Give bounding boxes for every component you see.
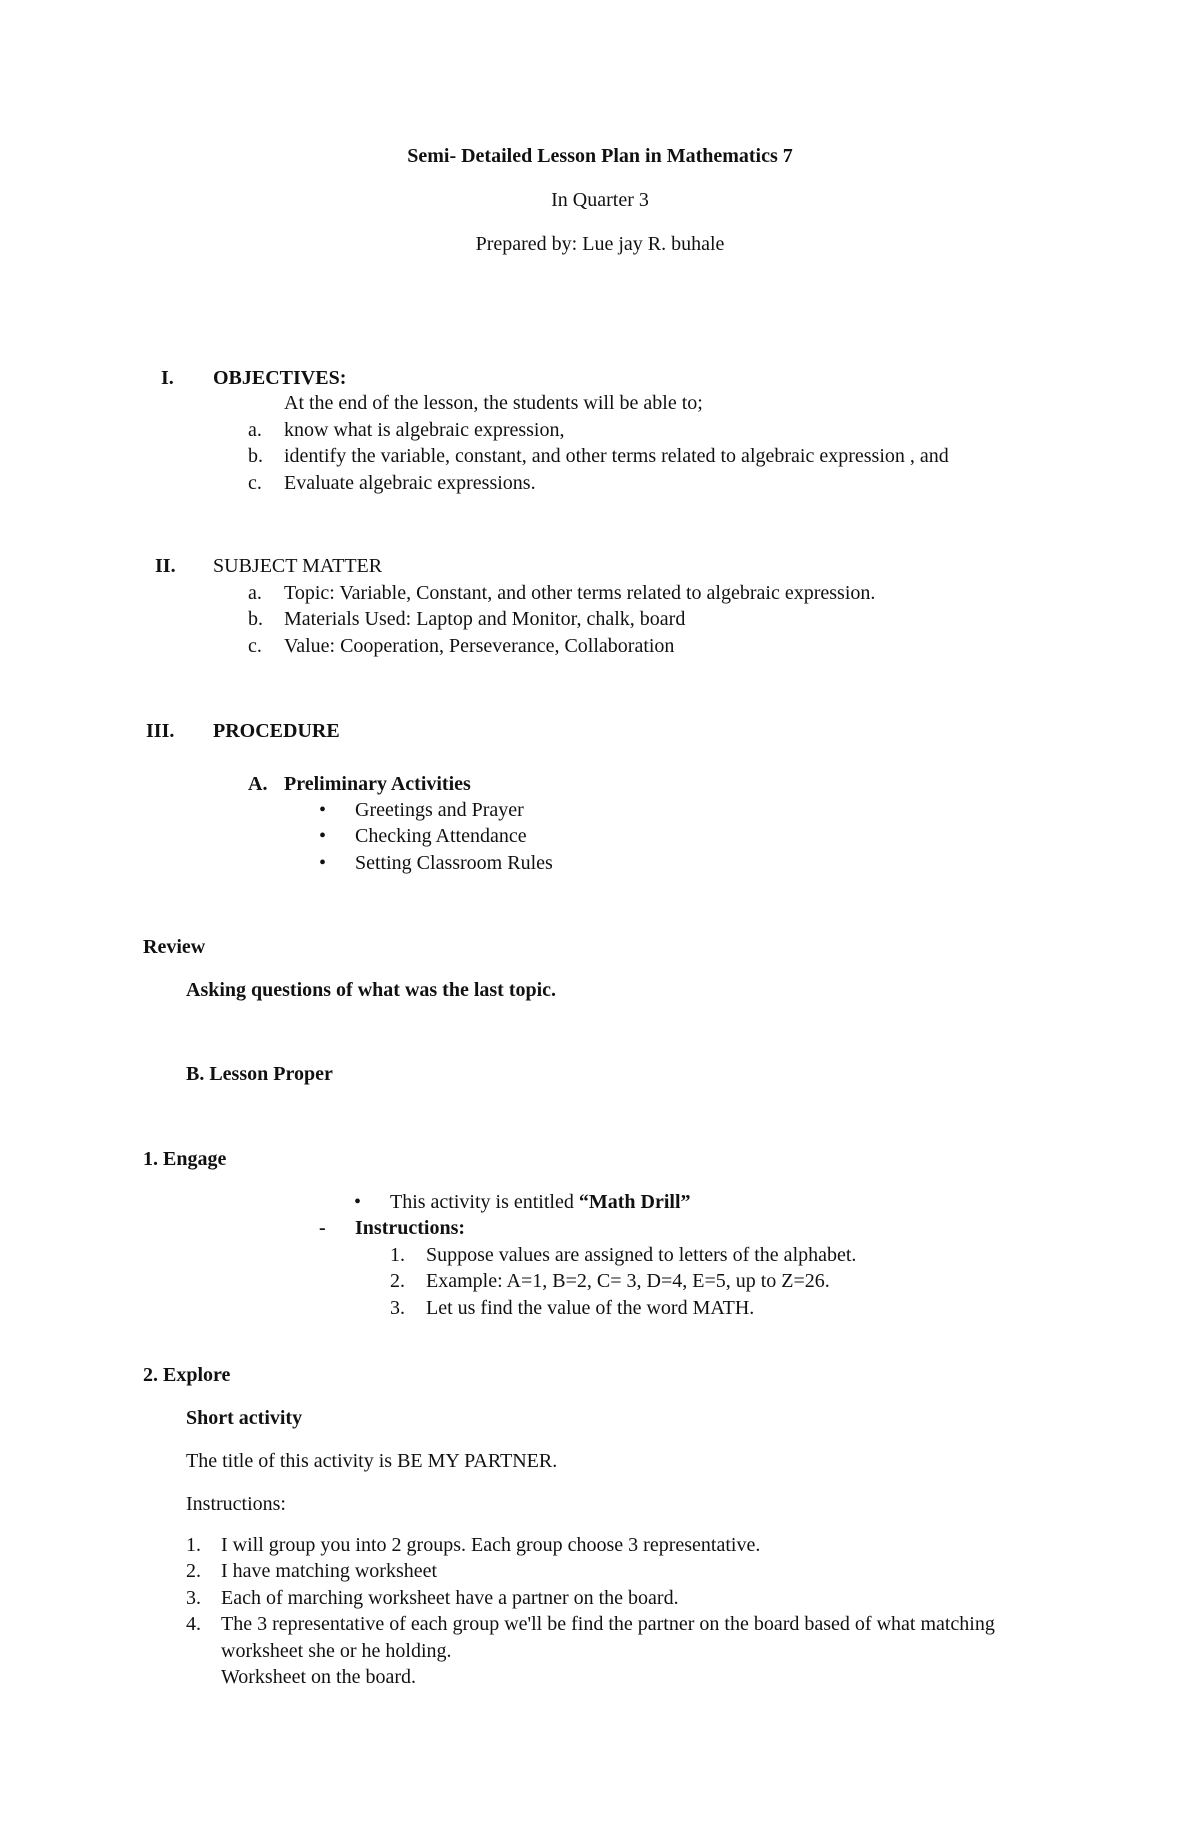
explore-step-continuation: worksheet she or he holding. bbox=[221, 1640, 452, 1662]
dash-marker: - bbox=[319, 1217, 326, 1239]
subject-label: a. bbox=[248, 582, 262, 604]
engage-instructions-label: Instructions: bbox=[355, 1217, 466, 1239]
subject-label: b. bbox=[248, 608, 263, 630]
explore-step-label: 2. bbox=[186, 1560, 201, 1582]
explore-instructions-label: Instructions: bbox=[186, 1493, 286, 1515]
explore-step: The 3 representative of each group we'll be find the partner on the board based of what matching bbox=[221, 1613, 995, 1635]
objectives-numeral: I. bbox=[161, 367, 174, 389]
subject-item: Materials Used: Laptop and Monitor, chalk, board bbox=[284, 608, 686, 630]
review-heading: Review bbox=[143, 936, 206, 958]
explore-heading: 2. Explore bbox=[143, 1364, 231, 1386]
engage-step: Suppose values are assigned to letters of the alphabet. bbox=[426, 1244, 857, 1266]
objective-label: b. bbox=[248, 445, 263, 467]
subject-item: Topic: Variable, Constant, and other terms related to algebraic expression. bbox=[284, 582, 876, 604]
objective-item: know what is algebraic expression, bbox=[284, 419, 565, 441]
engage-activity-title: “Math Drill” bbox=[578, 1191, 691, 1213]
preliminary-heading: Preliminary Activities bbox=[284, 773, 471, 795]
quarter-line: In Quarter 3 bbox=[551, 189, 649, 211]
engage-step-label: 3. bbox=[390, 1297, 405, 1319]
explore-step: Each of marching worksheet have a partner on the board. bbox=[221, 1587, 679, 1609]
bullet-icon: • bbox=[319, 852, 327, 874]
explore-step: I will group you into 2 groups. Each group choose 3 representative. bbox=[221, 1534, 761, 1556]
objective-label: c. bbox=[248, 472, 262, 494]
objective-label: a. bbox=[248, 419, 262, 441]
explore-step: I have matching worksheet bbox=[221, 1560, 438, 1582]
objectives-intro: At the end of the lesson, the students will be able to; bbox=[284, 392, 703, 414]
explore-step-continuation: Worksheet on the board. bbox=[221, 1666, 416, 1688]
subject-item: Value: Cooperation, Perseverance, Collaboration bbox=[284, 635, 675, 657]
review-text: Asking questions of what was the last topic. bbox=[186, 979, 557, 1001]
explore-step-label: 4. bbox=[186, 1613, 201, 1635]
engage-activity-prefix: This activity is entitled bbox=[390, 1191, 579, 1213]
document-title: Semi- Detailed Lesson Plan in Mathematics 7 bbox=[407, 145, 793, 167]
subject-matter-numeral: II. bbox=[155, 555, 176, 577]
engage-step-label: 1. bbox=[390, 1244, 405, 1266]
explore-step-label: 3. bbox=[186, 1587, 201, 1609]
preliminary-item: Greetings and Prayer bbox=[355, 799, 524, 821]
engage-step-label: 2. bbox=[390, 1270, 405, 1292]
prepared-by-line: Prepared by: Lue jay R. buhale bbox=[475, 233, 725, 255]
bullet-icon: • bbox=[319, 799, 327, 821]
subject-label: c. bbox=[248, 635, 262, 657]
objectives-heading: OBJECTIVES: bbox=[213, 367, 347, 389]
bullet-icon: • bbox=[319, 825, 327, 847]
subject-matter-heading: SUBJECT MATTER bbox=[213, 555, 383, 577]
preliminary-label: A. bbox=[248, 773, 268, 795]
preliminary-item: Setting Classroom Rules bbox=[355, 852, 553, 874]
bullet-icon: • bbox=[354, 1191, 362, 1213]
engage-step: Example: A=1, B=2, C= 3, D=4, E=5, up to Z=26. bbox=[426, 1270, 830, 1292]
objective-item: identify the variable, constant, and other terms related to algebraic expression , and bbox=[284, 445, 949, 467]
preliminary-item: Checking Attendance bbox=[355, 825, 527, 847]
lesson-proper-heading: B. Lesson Proper bbox=[186, 1063, 333, 1085]
engage-activity-line bbox=[390, 1192, 691, 1212]
explore-subheading: Short activity bbox=[186, 1407, 303, 1429]
explore-step-label: 1. bbox=[186, 1534, 201, 1556]
explore-title-line: The title of this activity is BE MY PARTNER. bbox=[186, 1450, 558, 1472]
procedure-numeral: III. bbox=[146, 720, 175, 742]
engage-heading: 1. Engage bbox=[143, 1148, 227, 1170]
procedure-heading: PROCEDURE bbox=[213, 720, 340, 742]
engage-step: Let us find the value of the word MATH. bbox=[426, 1297, 755, 1319]
objective-item: Evaluate algebraic expressions. bbox=[284, 472, 536, 494]
